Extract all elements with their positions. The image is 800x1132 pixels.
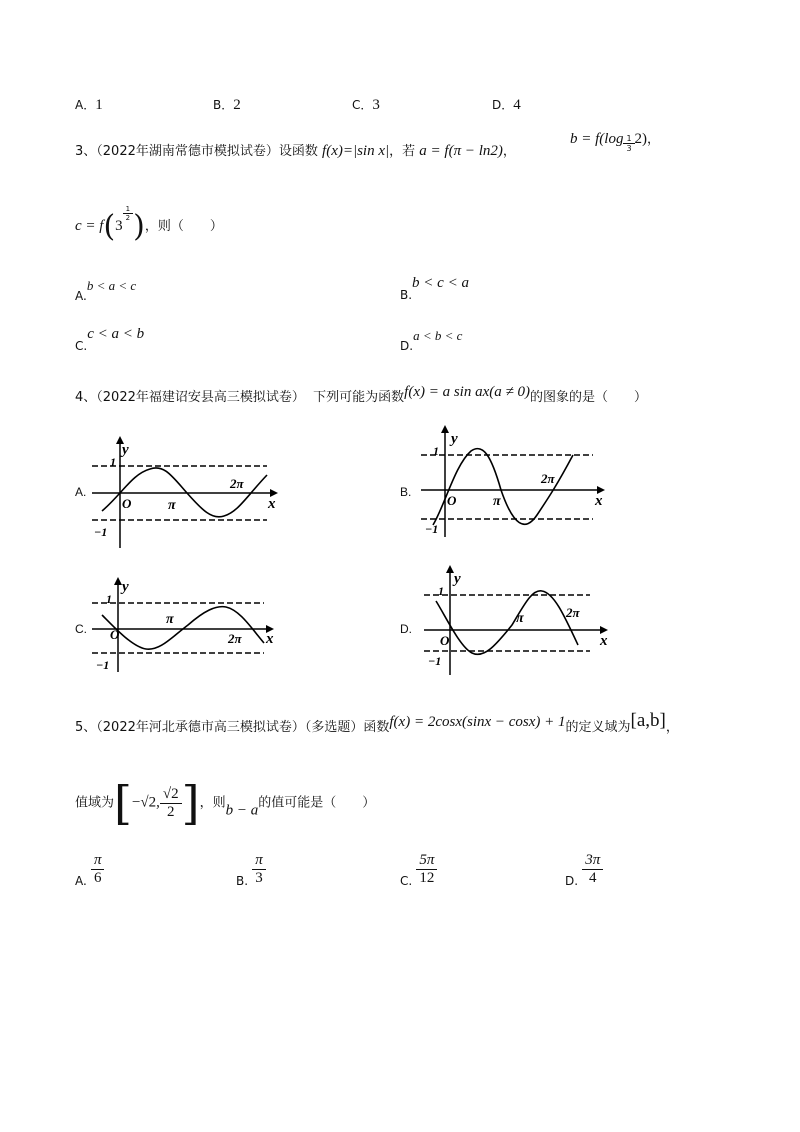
q5-func: f(x) = 2cosx(sinx − cosx) + 1 <box>389 714 566 730</box>
svg-text:O: O <box>110 627 120 642</box>
svg-text:−1: −1 <box>425 522 439 536</box>
q3-option-a[interactable]: A.b < a < c <box>75 278 137 303</box>
q4-graph-c[interactable] <box>92 577 282 672</box>
q4-graph-b[interactable] <box>421 425 611 537</box>
q3-b-def: b = f(log $\frac{1}{3}$ 2)， <box>570 131 661 153</box>
q4-option-d-label[interactable]: D. <box>400 622 412 636</box>
q5-option-d[interactable]: D. $\frac{3\pi}{4}$ <box>565 852 603 888</box>
q4-func: f(x) = a sin ax(a ≠ 0) <box>404 384 530 400</box>
q3-f-def: f(x)=|sin x| <box>322 143 390 159</box>
q2-option-a[interactable]: A．1 <box>75 97 103 113</box>
q5-range: 值域为[−√2, $\frac{√2}{2}$ ]，则b − a的值可能是（ ） <box>75 776 376 830</box>
q5-option-b[interactable]: B. $\frac{\pi}{3}$ <box>236 852 266 888</box>
svg-text:1: 1 <box>106 592 112 606</box>
svg-text:2π: 2π <box>541 471 555 486</box>
svg-text:y: y <box>122 442 129 458</box>
svg-text:O: O <box>447 493 457 508</box>
q3-source: （2022年湖南常德市模拟试卷） <box>96 144 279 159</box>
svg-text:x: x <box>600 633 608 649</box>
q3-option-c[interactable]: C.c < a < b <box>75 326 145 353</box>
svg-text:y: y <box>451 431 458 447</box>
svg-text:x: x <box>595 493 603 509</box>
svg-text:2π: 2π <box>230 476 244 491</box>
q2-option-d[interactable]: D．4 <box>492 97 521 113</box>
svg-text:2π: 2π <box>228 631 242 646</box>
svg-text:−1: −1 <box>94 525 108 539</box>
svg-text:x: x <box>266 631 274 647</box>
q5-stem: 5、（2022年河北承德市高三模拟试卷）（多选题）函数f(x) = 2cosx(sinx − cosx) + 1的定义域为[a,b]， <box>75 710 679 735</box>
q5-option-a[interactable]: A. $\frac{\pi}{6}$ <box>75 852 104 888</box>
svg-text:−1: −1 <box>428 654 442 668</box>
q4-stem: 4、（2022年福建诏安县高三模拟试卷） 下列可能为函数f(x) = a sin ax(a ≠ 0)的图象的是（ ） <box>75 384 647 405</box>
svg-text:y: y <box>454 571 461 587</box>
q2-option-b[interactable]: B．2 <box>213 97 241 113</box>
q5-domain: [a,b] <box>630 710 666 731</box>
q4-graph-a[interactable] <box>92 436 282 548</box>
svg-text:x: x <box>268 496 276 512</box>
q3-number: 3、 <box>75 144 97 159</box>
q3-a-def: a = f(π − ln2) <box>419 143 503 159</box>
q5-option-c[interactable]: C. $\frac{5\pi}{12}$ <box>400 852 437 888</box>
q3-stem: 3、（2022年湖南常德市模拟试卷）设函数 f(x)=|sin x|，若 a = f(π − ln2)， <box>75 143 516 159</box>
svg-text:−1: −1 <box>96 658 110 672</box>
q4-option-b-label[interactable]: B. <box>400 485 412 499</box>
q3-option-b[interactable]: B.b < c < a <box>400 275 469 302</box>
q4-graph-d[interactable] <box>424 565 614 675</box>
svg-text:π: π <box>493 494 501 509</box>
svg-text:π: π <box>516 611 524 626</box>
svg-text:2π: 2π <box>566 605 580 620</box>
q4-option-a-label[interactable]: A. <box>75 485 87 499</box>
svg-text:π: π <box>166 612 174 627</box>
svg-text:y: y <box>122 579 129 595</box>
q3-c-def: c = f(3 $\frac{1}{2}$ )，则（ ） <box>75 205 223 244</box>
svg-text:O: O <box>122 496 132 511</box>
q3-option-d[interactable]: D.a < b < c <box>400 328 463 353</box>
svg-text:1: 1 <box>110 455 116 469</box>
svg-text:1: 1 <box>433 444 439 458</box>
svg-text:O: O <box>440 633 450 648</box>
q2-option-c[interactable]: C．3 <box>352 97 380 113</box>
svg-text:1: 1 <box>438 584 444 598</box>
q4-option-c-label[interactable]: C. <box>75 622 87 636</box>
svg-text:π: π <box>168 498 176 513</box>
